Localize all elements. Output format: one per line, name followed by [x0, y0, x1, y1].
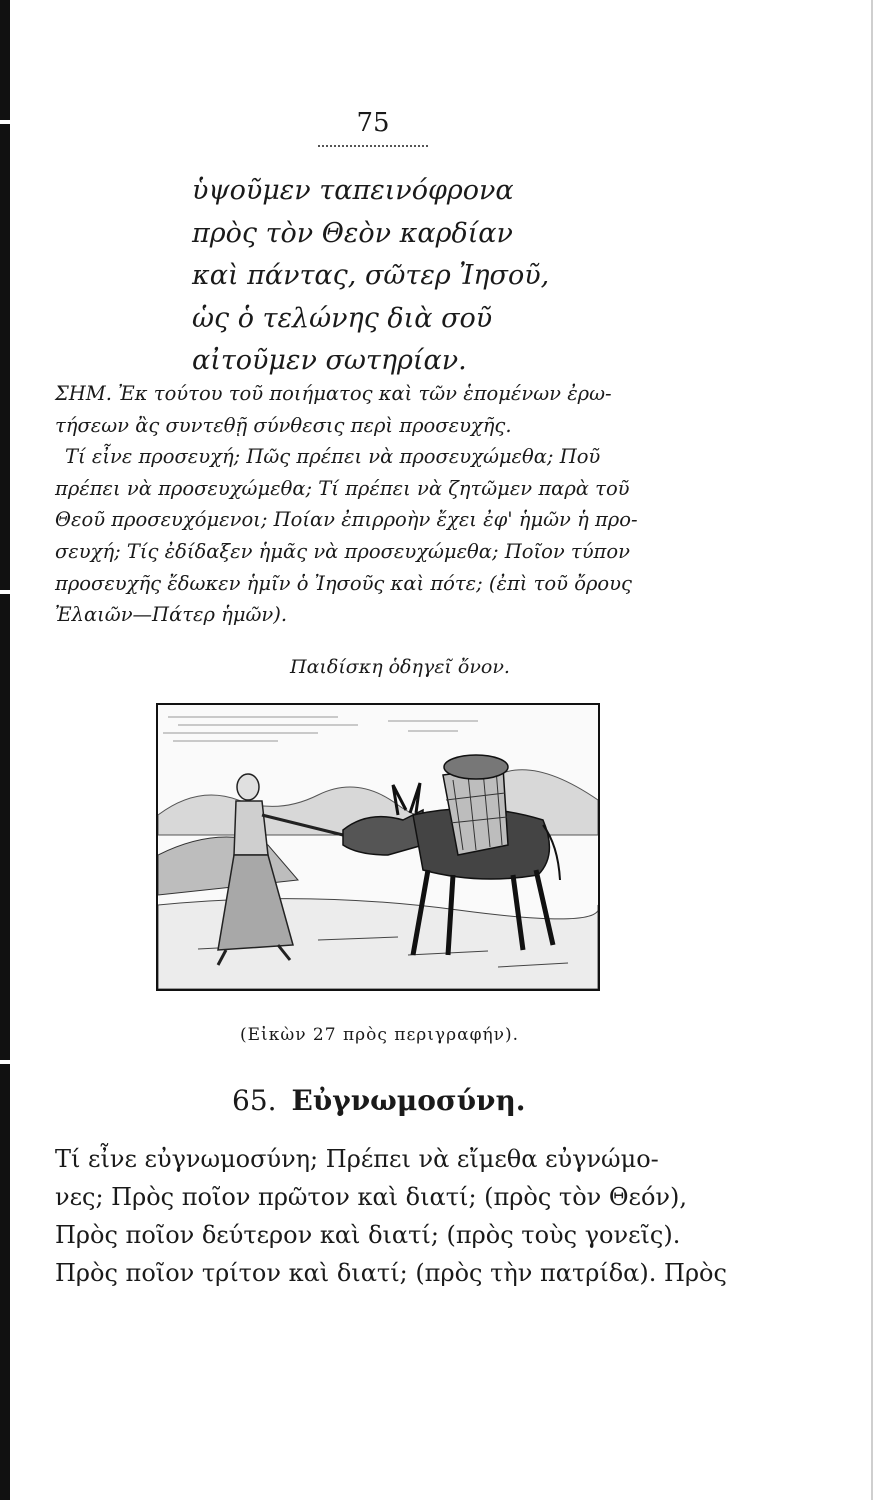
- note-paragraph: [55, 378, 755, 631]
- note-line: σευχή; Τίς ἐδίδαξεν ἡμᾶς νὰ προσευχώμεθα; Ποῖον τύπον: [55, 539, 630, 563]
- body-line: Πρὸς ποῖον τρίτον καὶ διατί; (πρὸς τὴν πατρίδα). Πρὸς: [55, 1259, 727, 1287]
- note-line: Θεοῦ προσευχόμενοι; Ποίαν ἐπιρροὴν ἔχει ἐφ' ἡμῶν ἡ προ-: [55, 508, 638, 532]
- engraving-illustration: [158, 705, 598, 989]
- poem-line: ὑψοῦμεν ταπεινόφρονα: [192, 175, 514, 206]
- page-number: 75: [356, 108, 390, 138]
- page-binding-edge: [0, 0, 10, 1500]
- page-number-rule: [318, 145, 428, 147]
- poem-line: πρὸς τὸν Θεὸν καρδίαν: [192, 217, 513, 249]
- page-right-edge: [871, 0, 873, 1500]
- binding-mark: [0, 1060, 10, 1064]
- section-body: [55, 1140, 755, 1292]
- body-line: Πρὸς ποῖον δεύτερον καὶ διατί; (πρὸς τοὺς γονεῖς).: [55, 1221, 681, 1249]
- note-line: ΣΗΜ. Ἐκ τούτου τοῦ ποιήματος καὶ τῶν ἑπομένων ἐρω-: [55, 382, 612, 405]
- body-line: νες; Πρὸς ποῖον πρῶτον καὶ διατί; (πρὸς τὸν Θεόν),: [55, 1183, 688, 1211]
- binding-mark: [0, 590, 10, 594]
- body-line: Τί εἶνε εὐγνωμοσύνη; Πρέπει νὰ εἴμεθα εὐγνώμο-: [55, 1145, 659, 1173]
- poem-line: αἰτοῦμεν σωτηρίαν.: [192, 345, 467, 376]
- poem-line: ὡς ὁ τελώνης διὰ σοῦ: [192, 302, 493, 334]
- note-line: Ἐλαιῶν—Πάτερ ἡμῶν).: [55, 603, 288, 627]
- sky-hatching: [163, 717, 478, 741]
- section-heading: [232, 1084, 732, 1117]
- binding-mark: [0, 120, 10, 124]
- note-line: Τί εἶνε προσευχή; Πῶς πρέπει νὰ προσευχώμεθα; Ποῦ: [65, 445, 601, 469]
- poem: [192, 170, 752, 383]
- poem-line: καὶ πάντας, σῶτερ Ἰησοῦ,: [192, 260, 550, 291]
- figure-caption: (Εἰκὼν 27 πρὸς περιγραφήν).: [240, 1025, 520, 1045]
- note-line: τήσεων ἂς συντεθῇ σύνθεσις περὶ προσευχῆς.: [55, 413, 512, 437]
- section-title: Εὐγνωμοσύνη.: [291, 1084, 526, 1117]
- figure-title: Παιδίσκη ὁδηγεῖ ὄνον.: [290, 656, 510, 678]
- note-line: πρέπει νὰ προσευχώμεθα; Τί πρέπει νὰ ζητῶμεν παρὰ τοῦ: [55, 476, 630, 500]
- engraving-girl-leading-donkey: [156, 703, 600, 991]
- note-line: προσευχῆς ἔδωκεν ἡμῖν ὁ Ἰησοῦς καὶ πότε; (ἐπὶ τοῦ ὄρους: [55, 571, 632, 595]
- section-number: 65.: [232, 1084, 277, 1117]
